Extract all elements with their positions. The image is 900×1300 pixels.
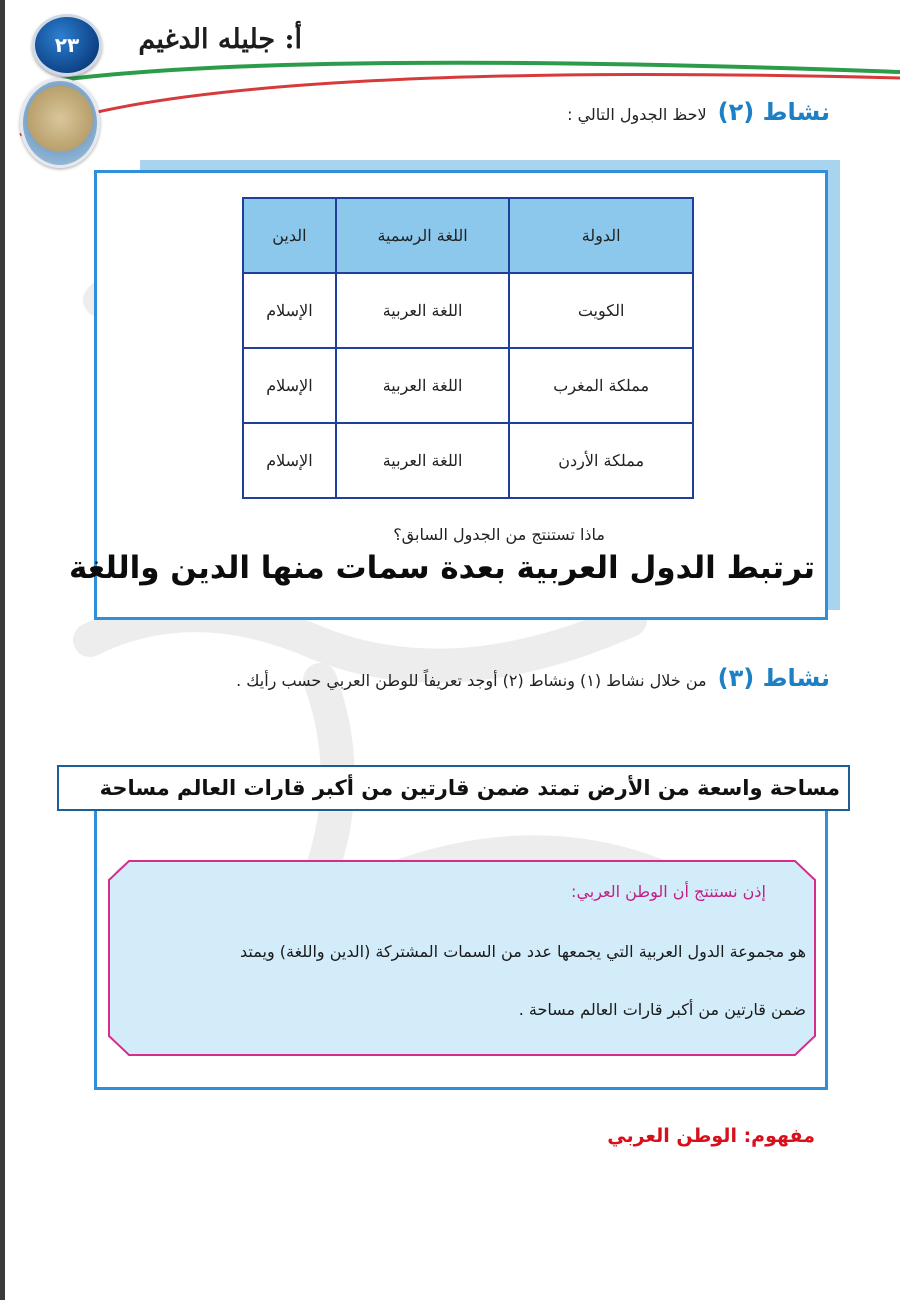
cell-religion: الإسلام bbox=[243, 273, 336, 348]
page-number-badge bbox=[32, 14, 102, 76]
concept-heading bbox=[607, 1125, 815, 1147]
definition-answer: مساحة واسعة من الأرض تمتد ضمن قارتين من أكبر قارات العالم مساحة bbox=[99, 776, 840, 800]
cell-religion: الإسلام bbox=[243, 423, 336, 498]
answer-text: ترتبط الدول العربية بعدة سمات منها الدين واللغة bbox=[69, 550, 815, 586]
table-row bbox=[243, 423, 693, 498]
activity-2-heading bbox=[567, 98, 830, 126]
table-row bbox=[243, 273, 693, 348]
cell-religion: الإسلام bbox=[243, 348, 336, 423]
table-header-row bbox=[243, 198, 693, 273]
cell-language: اللغة العربية bbox=[336, 348, 509, 423]
table-row bbox=[243, 348, 693, 423]
cell-country: الكويت bbox=[509, 273, 693, 348]
conclusion-title: إذن نستنتج أن الوطن العربي: bbox=[571, 882, 766, 901]
concept-term: الوطن العربي bbox=[607, 1125, 737, 1147]
activity-3-instruction: من خلال نشاط (١) ونشاط (٢) أوجد تعريفاً للوطن العربي حسب رأيك . bbox=[236, 671, 707, 690]
conclusion-line-1: هو مجموعة الدول العربية التي يجمعها عدد من السمات المشتركة (الدين واللغة) ويمتد bbox=[240, 942, 806, 961]
activity-3-heading bbox=[236, 664, 830, 692]
question-text: ماذا تستنتج من الجدول السابق؟ bbox=[393, 525, 605, 544]
conclusion-line-2: ضمن قارتين من أكبر قارات العالم مساحة . bbox=[518, 1000, 806, 1019]
header-religion: الدين bbox=[243, 198, 336, 273]
page-left-rule bbox=[0, 0, 5, 1300]
cell-country: مملكة الأردن bbox=[509, 423, 693, 498]
activity-3-title: نشاط (٣) bbox=[717, 664, 830, 692]
activity-2-instruction: لاحظ الجدول التالي : bbox=[567, 105, 707, 124]
cell-language: اللغة العربية bbox=[336, 423, 509, 498]
header-country: الدولة bbox=[509, 198, 693, 273]
header-language: اللغة الرسمية bbox=[336, 198, 509, 273]
teacher-name: أ: جليله الدغيم bbox=[138, 24, 302, 55]
activity-2-title: نشاط (٢) bbox=[717, 98, 830, 126]
cell-language: اللغة العربية bbox=[336, 273, 509, 348]
definition-answer-box bbox=[57, 765, 850, 811]
arab-map-globe-icon bbox=[20, 78, 100, 168]
countries-table bbox=[242, 197, 694, 499]
page-number: ٢٣ bbox=[54, 33, 80, 57]
cell-country: مملكة المغرب bbox=[509, 348, 693, 423]
concept-label: مفهوم: bbox=[743, 1125, 815, 1147]
header-decoration bbox=[0, 40, 900, 150]
